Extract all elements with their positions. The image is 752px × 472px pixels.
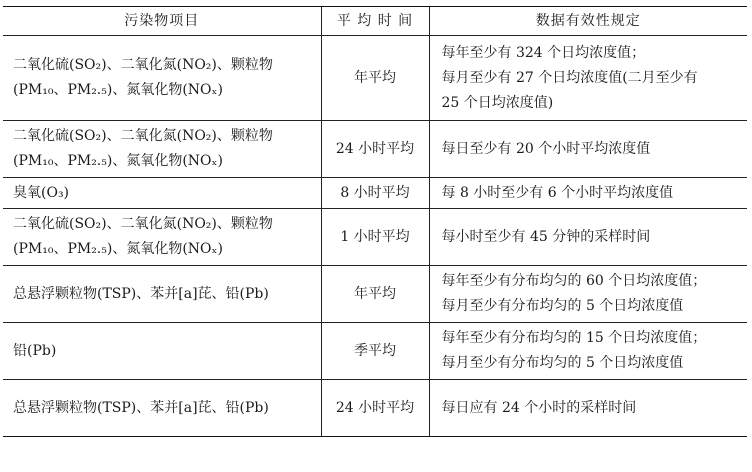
pollutant-line: 臭氧(O₃): [13, 184, 70, 201]
pollutant-cell: [3, 266, 321, 323]
averaging-time-cell: 1 小时平均: [321, 209, 429, 266]
pollutant-line: 铅(Pb): [13, 342, 57, 359]
rule-line: 每小时至少有 45 分钟的采样时间: [441, 228, 651, 245]
averaging-time-cell: 年平均: [321, 266, 429, 323]
validity-rule-cell: [429, 266, 747, 323]
validity-rule-cell: [429, 121, 747, 178]
data-validity-table-container: [3, 6, 747, 437]
table-row: [3, 209, 747, 266]
rule-line: 每年至少有分布均匀的 60 个日均浓度值；: [441, 273, 707, 289]
table-row: [3, 36, 747, 121]
table-row: [3, 380, 747, 437]
pollutant-line: 二氧化硫(SO₂)、二氧化氮(NO₂)、颗粒物: [13, 216, 273, 232]
averaging-time-cell: 24 小时平均: [321, 121, 429, 178]
data-validity-table: [3, 6, 747, 437]
pollutant-line: (PM₁₀、PM₂.₅)、氮氧化物(NOₓ): [13, 241, 223, 257]
table-row: [3, 323, 747, 380]
rule-line: 每日至少有 20 个小时平均浓度值: [441, 140, 651, 157]
pollutant-cell: [3, 323, 321, 380]
pollutant-line: (PM₁₀、PM₂.₅)、氮氧化物(NOₓ): [13, 153, 223, 169]
rule-line: 每年至少有 324 个日均浓度值；: [441, 44, 646, 61]
averaging-time-cell: 年平均: [321, 36, 429, 121]
pollutant-line: (PM₁₀、PM₂.₅)、氮氧化物(NOₓ): [13, 82, 223, 98]
pollutant-cell: [3, 121, 321, 178]
pollutant-line: 总悬浮颗粒物(TSP)、苯并[a]芘、铅(Pb): [13, 285, 269, 302]
pollutant-cell: [3, 36, 321, 121]
header-averaging-time: 平 均 时 间: [321, 7, 429, 36]
averaging-time-cell: 季平均: [321, 323, 429, 380]
pollutant-line: 总悬浮颗粒物(TSP)、苯并[a]芘、铅(Pb): [13, 399, 269, 416]
table-row: [3, 178, 747, 209]
rule-line: 25 个日均浓度值): [441, 94, 554, 111]
pollutant-cell: [3, 380, 321, 437]
pollutant-cell: [3, 209, 321, 266]
header-validity-rule: 数据有效性规定: [429, 7, 747, 36]
validity-rule-cell: [429, 178, 747, 209]
validity-rule-cell: [429, 209, 747, 266]
rule-line: 每月至少有分布均匀的 5 个日均浓度值: [441, 298, 684, 314]
pollutant-line: 二氧化硫(SO₂)、二氧化氮(NO₂)、颗粒物: [13, 128, 273, 144]
averaging-time-cell: 24 小时平均: [321, 380, 429, 437]
validity-rule-cell: [429, 36, 747, 121]
table-row: [3, 266, 747, 323]
pollutant-line: 二氧化硫(SO₂)、二氧化氮(NO₂)、颗粒物: [13, 57, 273, 73]
rule-line: 每 8 小时至少有 6 个小时平均浓度值: [441, 184, 674, 201]
validity-rule-cell: [429, 380, 747, 437]
rule-line: 每日应有 24 个小时的采样时间: [441, 399, 637, 416]
averaging-time-cell: 8 小时平均: [321, 178, 429, 209]
table-header-row: [3, 7, 747, 36]
table-row: [3, 121, 747, 178]
pollutant-cell: [3, 178, 321, 209]
rule-line: 每月至少有分布均匀的 5 个日均浓度值: [441, 355, 684, 371]
rule-line: 每月至少有 27 个日均浓度值(二月至少有: [441, 69, 698, 86]
rule-line: 每年至少有分布均匀的 15 个日均浓度值；: [441, 330, 707, 346]
validity-rule-cell: [429, 323, 747, 380]
header-pollutant: 污染物项目: [3, 7, 321, 36]
